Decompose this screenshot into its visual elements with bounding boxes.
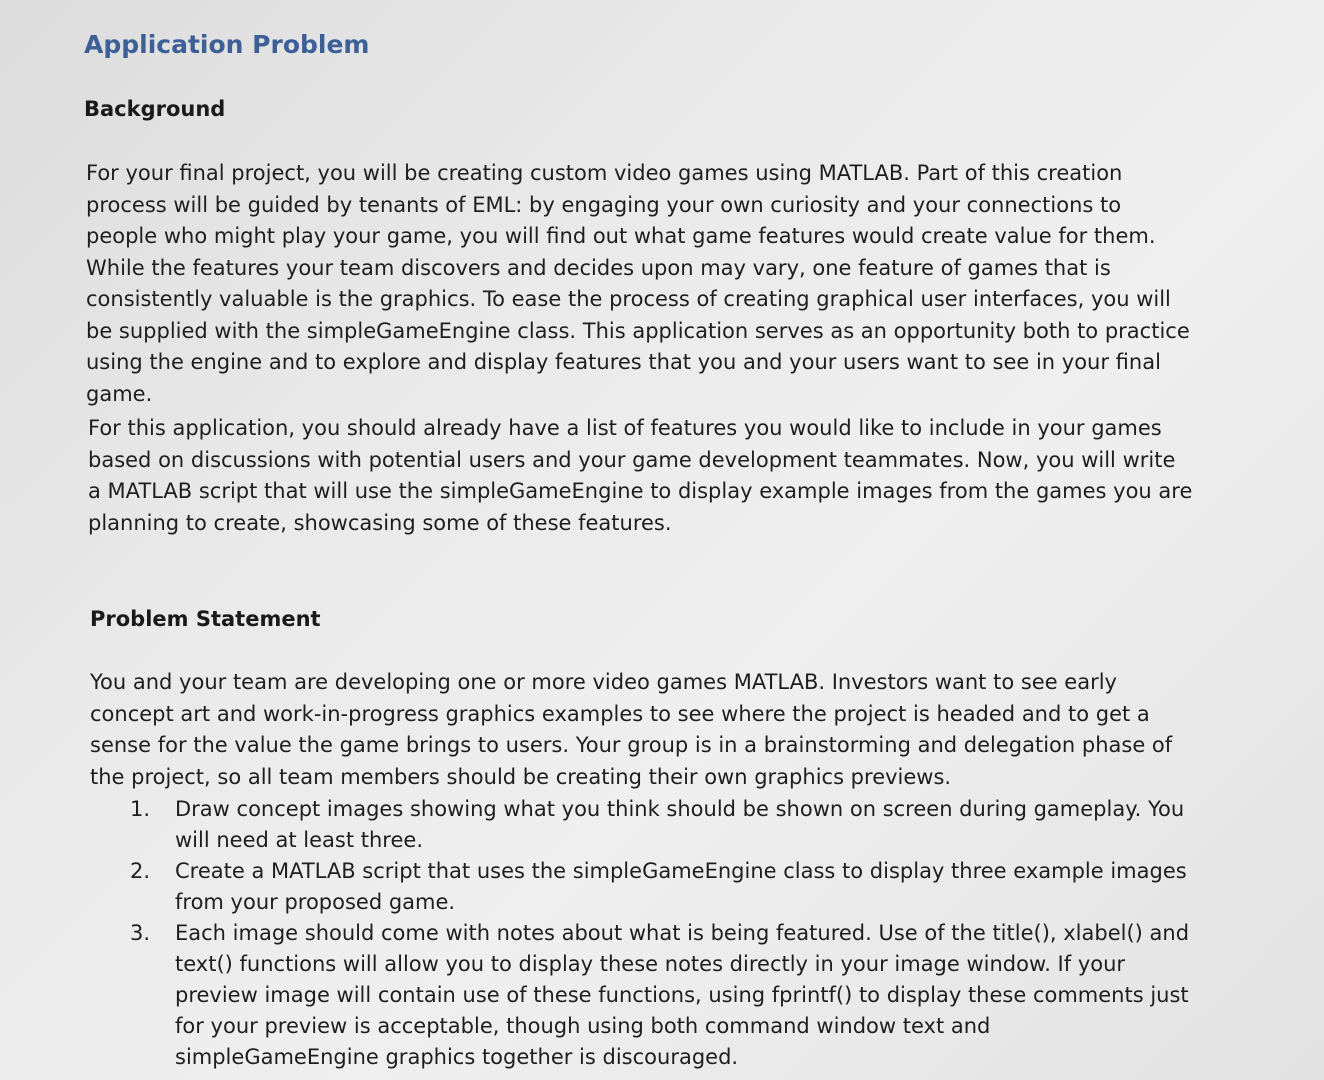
text-line: consistently valuable is the graphics. To ease the process of creating graphical user interfaces, you will	[86, 287, 1171, 311]
list-item-number: 3.	[130, 921, 151, 945]
list-item-number: 1.	[130, 797, 151, 821]
text-line: Each image should come with notes about what is being featured. Use of the title(), xlabel() and	[175, 921, 1190, 945]
text-line: You and your team are developing one or more video games MATLAB. Investors want to see early	[90, 670, 1117, 694]
list-item-text	[175, 794, 1184, 856]
text-line: the project, so all team members should be creating their own graphics previews.	[90, 764, 952, 789]
text-line: concept art and work-in-progress graphics examples to see where the project is headed and to get a	[90, 701, 1150, 726]
text-line: For your final project, you will be creating custom video games using MATLAB. Part of this creation	[86, 161, 1123, 185]
background-paragraph-2	[88, 413, 1192, 539]
text-line: Create a MATLAB script that uses the simpleGameEngine class to display three example images	[175, 859, 1187, 883]
text-line: For this application, you should already have a list of features you would like to include in your games	[88, 416, 1162, 440]
text-line: planning to create, showcasing some of these features.	[88, 510, 672, 535]
text-line: will need at least three.	[175, 828, 423, 852]
text-line: people who might play your game, you will find out what game features would create value for them.	[86, 224, 1156, 248]
list-item-number: 2.	[130, 859, 151, 883]
background-heading: Background	[84, 97, 226, 121]
list-item	[130, 856, 1189, 918]
problem-statement-intro	[90, 667, 1172, 793]
text-line: text() functions will allow you to display these notes directly in your image window. If your	[175, 952, 1126, 976]
text-line: using the engine and to explore and display features that you and your users want to see in your final	[86, 350, 1161, 374]
steps-list	[130, 794, 1189, 1073]
text-line: sense for the value the game brings to users. Your group is in a brainstorming and delegation phase of	[90, 733, 1173, 757]
text-line: based on discussions with potential users and your game development teammates. Now, you will write	[88, 447, 1176, 472]
text-line: a MATLAB script that will use the simpleGameEngine to display example images from the games you are	[88, 479, 1193, 503]
text-line: simpleGameEngine graphics together is discouraged.	[175, 1045, 739, 1069]
problem-statement-heading: Problem Statement	[90, 607, 321, 631]
background-paragraph-1	[86, 158, 1190, 410]
text-line: from your proposed game.	[175, 890, 456, 914]
text-line: for your preview is acceptable, though using both command window text and	[175, 1014, 991, 1038]
list-item	[130, 794, 1189, 856]
text-line: process will be guided by tenants of EML: by engaging your own curiosity and your connections to	[86, 192, 1122, 217]
text-line: game.	[86, 381, 153, 406]
list-item-text	[175, 918, 1189, 1073]
list-item	[130, 918, 1189, 1073]
document-title: Application Problem	[84, 30, 370, 59]
text-line: While the features your team discovers and decides upon may vary, one feature of games that is	[86, 255, 1111, 280]
text-line: preview image will contain use of these functions, using fprintf() to display these comments just	[175, 983, 1189, 1007]
text-line: be supplied with the simpleGameEngine class. This application serves as an opportunity both to practice	[86, 318, 1190, 343]
list-item-text	[175, 856, 1187, 918]
text-line: Draw concept images showing what you think should be shown on screen during gameplay. You	[175, 797, 1185, 821]
